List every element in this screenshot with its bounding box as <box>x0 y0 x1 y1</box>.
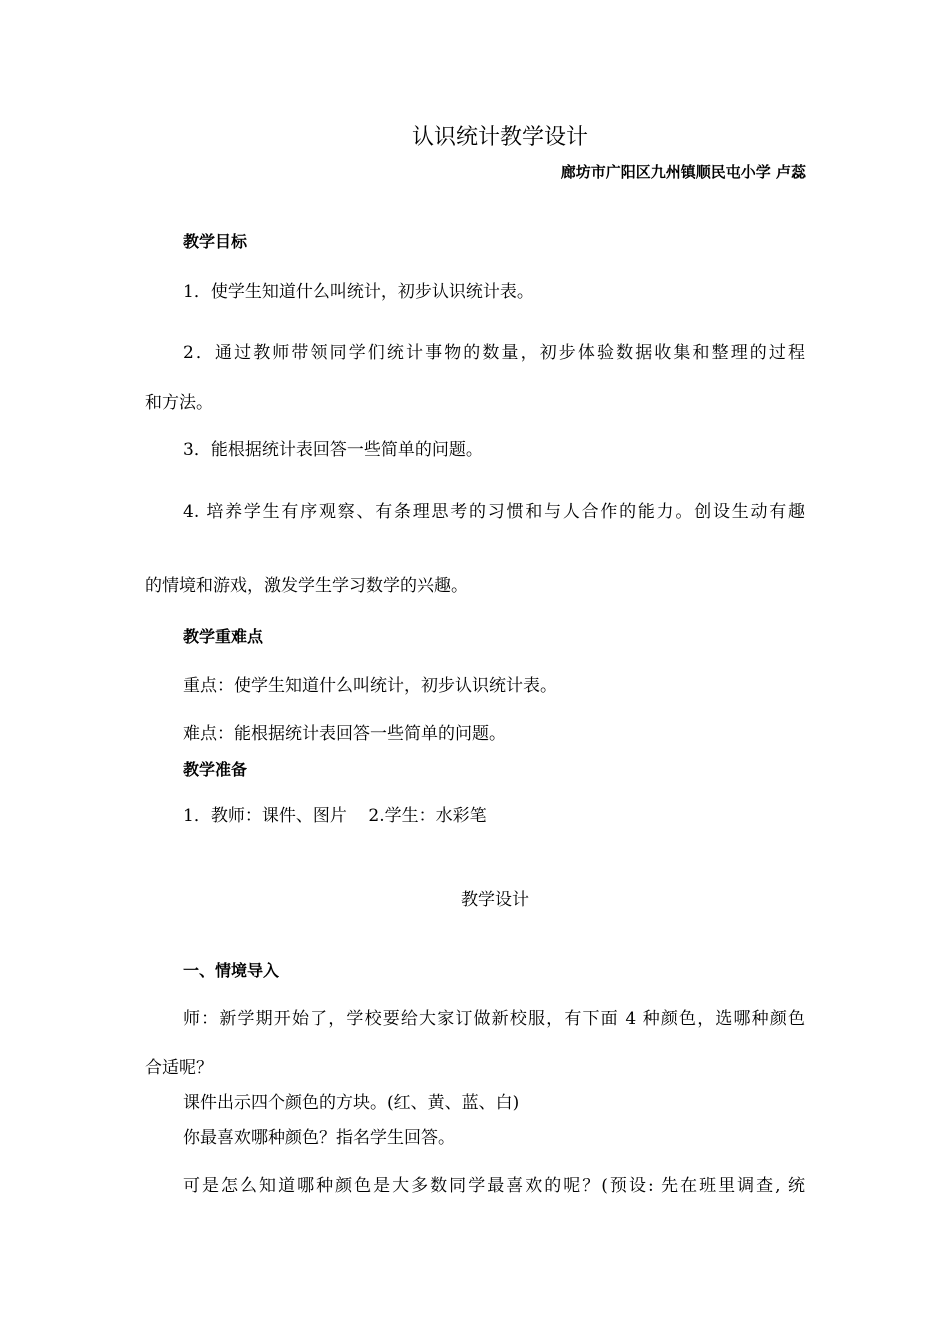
section-heading-key-points: 教学重难点 <box>183 627 264 646</box>
section-heading-preparation: 教学准备 <box>183 760 248 779</box>
intro-paragraph-1-line-1: 师：新学期开始了，学校要给大家订做新校服，有下面 4 种颜色，选哪种颜色 <box>183 1009 805 1029</box>
goal-item-3: 3．能根据统计表回答一些简单的问题。 <box>183 440 483 460</box>
intro-paragraph-4-line-1: 可是怎么知道哪种颜色是大多数同学最喜欢的呢？(预设: 先在班里调查, 统 <box>183 1176 805 1196</box>
preparation-item: 1．教师：课件、图片 2.学生：水彩笔 <box>183 806 487 826</box>
intro-paragraph-1-line-2: 合适呢？ <box>145 1058 213 1078</box>
section-heading-goals: 教学目标 <box>183 232 248 251</box>
document-author: 廊坊市广阳区九州镇顺民屯小学 卢蕊 <box>560 163 806 181</box>
goal-item-2-line-1: 2．通过教师带领同学们统计事物的数量，初步体验数据收集和整理的过程 <box>183 343 805 363</box>
goal-item-2-line-2: 和方法。 <box>145 393 213 413</box>
intro-paragraph-2: 课件出示四个颜色的方块。(红、黄、蓝、白) <box>183 1093 520 1113</box>
goal-item-4-line-2: 的情境和游戏，激发学生学习数学的兴趣。 <box>145 576 468 596</box>
section-heading-intro: 一、情境导入 <box>183 961 280 980</box>
goal-item-4-line-1: 4. 培养学生有序观察、有条理思考的习惯和与人合作的能力。创设生动有趣 <box>183 502 805 522</box>
goal-item-1: 1．使学生知道什么叫统计，初步认识统计表。 <box>183 282 534 302</box>
design-title: 教学设计 <box>461 890 529 910</box>
key-point-focus: 重点：使学生知道什么叫统计，初步认识统计表。 <box>183 676 557 696</box>
document-title: 认识统计教学设计 <box>411 125 588 150</box>
intro-paragraph-3: 你最喜欢哪种颜色？指名学生回答。 <box>183 1128 455 1148</box>
key-point-difficulty: 难点：能根据统计表回答一些简单的问题。 <box>183 724 506 744</box>
